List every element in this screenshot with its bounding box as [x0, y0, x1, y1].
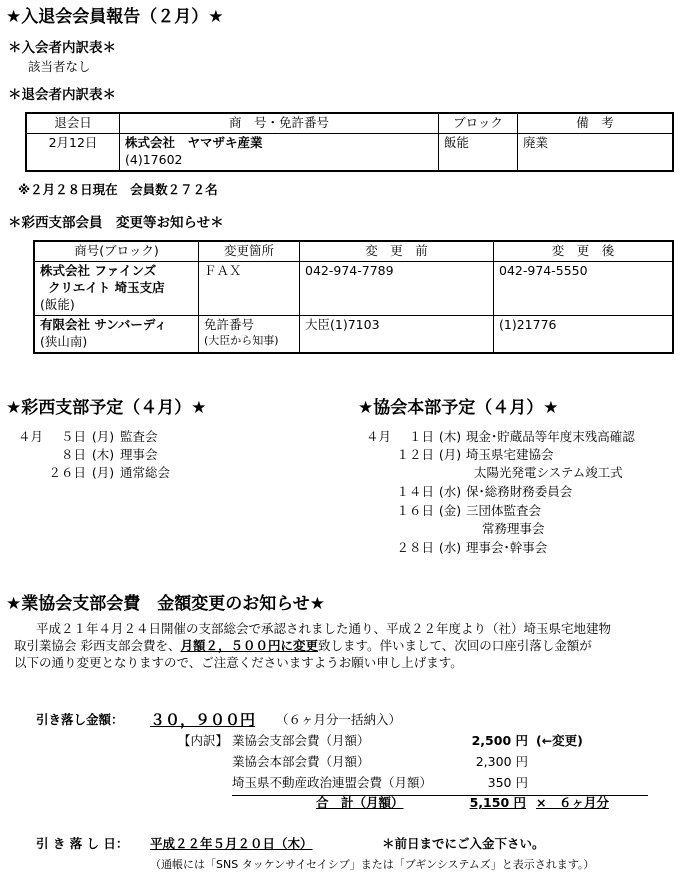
debit-date-value: 平成２２年５月２０日（木） [150, 836, 313, 851]
change-block: (飯能) [40, 296, 75, 312]
total-multiplier: × ６ヶ月分 [536, 795, 609, 810]
list-item [18, 465, 170, 482]
debit-amount: ３０，９００円 [150, 711, 256, 729]
list-item [366, 503, 541, 520]
fee-para-line1: 平成２１年４月２４日開催の支部総会で承認されました通り、平成２２年度より（社）埼玉県宅地建物 [36, 621, 612, 636]
change-block: (狭山南) [40, 333, 88, 349]
fee-para-line2-c: 致します。伴いまして、次回の口座引落し金額が [318, 637, 592, 653]
schedule-event: 理事会･幹事会 [466, 540, 548, 555]
schedule-dow: (木) [438, 429, 462, 444]
schedule-dow: (水) [438, 540, 462, 555]
fee-para-highlight: 月額２，５００円に変更 [180, 637, 318, 653]
table-row [26, 133, 673, 170]
schedule-day: ２８日 [396, 540, 434, 555]
breakdown-item: 埼玉県不動産政治連盟会費（月額） [232, 775, 433, 790]
fee-paragraph [14, 621, 682, 672]
leave-note: 廃業 [518, 133, 674, 170]
breakdown-label: 【内訳】 [178, 733, 229, 748]
schedule-dow: (木) [91, 447, 115, 462]
change-company-name-line1: 有限会社 サンバーディ [40, 316, 167, 332]
change-field: 免許番号 [204, 316, 255, 332]
schedule-month: ４月 [366, 429, 392, 444]
breakdown-item: 業協会本部会費（月額） [232, 754, 370, 769]
change-heading: ＊彩西支部会員 変更等お知らせ＊ [8, 215, 224, 231]
schedule-event: 三団体監査会 [466, 503, 542, 518]
list-item [366, 540, 547, 557]
schedule-month: ４月 [18, 429, 44, 444]
change-company-name-line2: クリエイト 埼玉支店 [48, 279, 165, 295]
leave-date: 2月12日 [26, 133, 120, 170]
change-field: ＦＡＸ [204, 262, 242, 278]
change-company-name-line1: 株式会社 ファインズ [40, 262, 157, 278]
leave-col-name: 商 号・免許番号 [120, 113, 439, 133]
change-table [33, 240, 674, 354]
leave-table [25, 112, 674, 172]
change-field-cell [199, 261, 300, 315]
change-name-cell [34, 261, 199, 315]
section-title-hq-schedule: ★協会本部予定（４月）★ [358, 398, 559, 418]
join-heading: ＊入会者内訳表＊ [8, 40, 116, 56]
schedule-event: 通常総会 [120, 465, 171, 480]
change-after: 042-974-5550 [494, 261, 674, 315]
schedule-event: 保･総務財務委員会 [466, 484, 573, 499]
schedule-day: １日 [408, 429, 434, 444]
debit-note: （６ヶ月分一括納入） [276, 712, 402, 727]
section-title-fee-change: ★業協会支部会費 金額変更のお知らせ★ [6, 594, 325, 614]
total-label: 合 計（月額） [316, 795, 404, 810]
leave-col-date: 退会日 [26, 113, 120, 133]
schedule-dow: (金) [438, 503, 462, 518]
list-item [366, 484, 572, 501]
change-before: 042-974-7789 [300, 261, 494, 315]
list-item [18, 429, 158, 446]
leave-col-block: ブロック [439, 113, 518, 133]
total-amount: 5,150 円 [469, 795, 526, 810]
change-col-field: 変更箇所 [199, 241, 300, 261]
schedule-sub-event: 常務理事会 [482, 521, 545, 536]
change-name-cell [34, 315, 199, 353]
list-item [366, 429, 635, 446]
passbook-note: （通帳には「SNS タッケンサイセイシブ」または「ブギンシステムズ」と表示されます。） [150, 858, 595, 871]
breakdown-item: 業協会支部会費（月額） [232, 733, 370, 748]
leave-heading: ＊退会者内訳表＊ [8, 87, 116, 103]
leave-name-cell [120, 133, 439, 170]
schedule-dow: (月) [438, 447, 462, 462]
schedule-dow: (水) [438, 484, 462, 499]
debit-date-note: ＊前日までにご入金下さい。 [382, 836, 545, 851]
schedule-day: １２日 [396, 447, 434, 462]
debit-label: 引き落し金額： [36, 712, 124, 727]
schedule-event: 現金･貯蔵品等年度末残高確認 [466, 429, 635, 444]
table-row [34, 261, 673, 315]
leave-col-note: 備 考 [518, 113, 674, 133]
schedule-event: 監査会 [120, 429, 158, 444]
section-title-membership-report: ★入退会会員報告（２月）★ [6, 7, 224, 27]
join-none-text: 該当者なし [28, 59, 91, 74]
change-col-before: 変 更 前 [300, 241, 494, 261]
schedule-event: 埼玉県宅建協会 [466, 447, 554, 462]
list-item [366, 447, 554, 464]
change-field-cell [199, 315, 300, 353]
fee-para-line3: 以下の通り変更となりますので、ご注意くださいますようお願い申し上げます。 [14, 654, 463, 670]
breakdown-amount: 2,500 円 [471, 733, 528, 748]
schedule-event: 理事会 [120, 447, 158, 462]
schedule-day: ２６日 [48, 465, 86, 480]
leave-license: (4)17602 [125, 151, 183, 167]
fee-para-line2 [14, 638, 682, 655]
schedule-day: ８日 [60, 447, 86, 462]
section-title-branch-schedule: ★彩西支部予定（４月）★ [6, 398, 207, 418]
schedule-day: １４日 [396, 484, 434, 499]
breakdown-amount: 350 円 [487, 775, 528, 790]
table-row [34, 315, 673, 353]
member-count: ※２月２８日現在 会員数２７２名 [18, 182, 218, 197]
schedule-day: １６日 [396, 503, 434, 518]
debit-date-label: 引 き 落 し 日： [36, 836, 129, 851]
change-col-name: 商号(ブロック) [34, 241, 199, 261]
leave-block: 飯能 [439, 133, 518, 170]
breakdown-amount: 2,300 円 [475, 754, 528, 769]
change-field-sub: (大臣から知事) [204, 333, 279, 347]
schedule-dow: (月) [91, 465, 115, 480]
schedule-dow: (月) [91, 429, 115, 444]
schedule-day: ５日 [60, 429, 86, 444]
list-item [232, 733, 370, 750]
fee-para-line2-a: 取引業協会 彩西支部会費を、 [14, 637, 181, 653]
change-col-after: 変 更 後 [494, 241, 674, 261]
change-before: 大臣(1)7103 [300, 315, 494, 353]
schedule-sub-event: 太陽光発電システム竣工式 [474, 465, 623, 480]
change-after: (1)21776 [494, 315, 674, 353]
leave-company-name: 株式会社 ヤマザキ産業 [125, 134, 263, 150]
breakdown-change-note: (←変更) [536, 733, 583, 748]
list-item [18, 447, 158, 464]
